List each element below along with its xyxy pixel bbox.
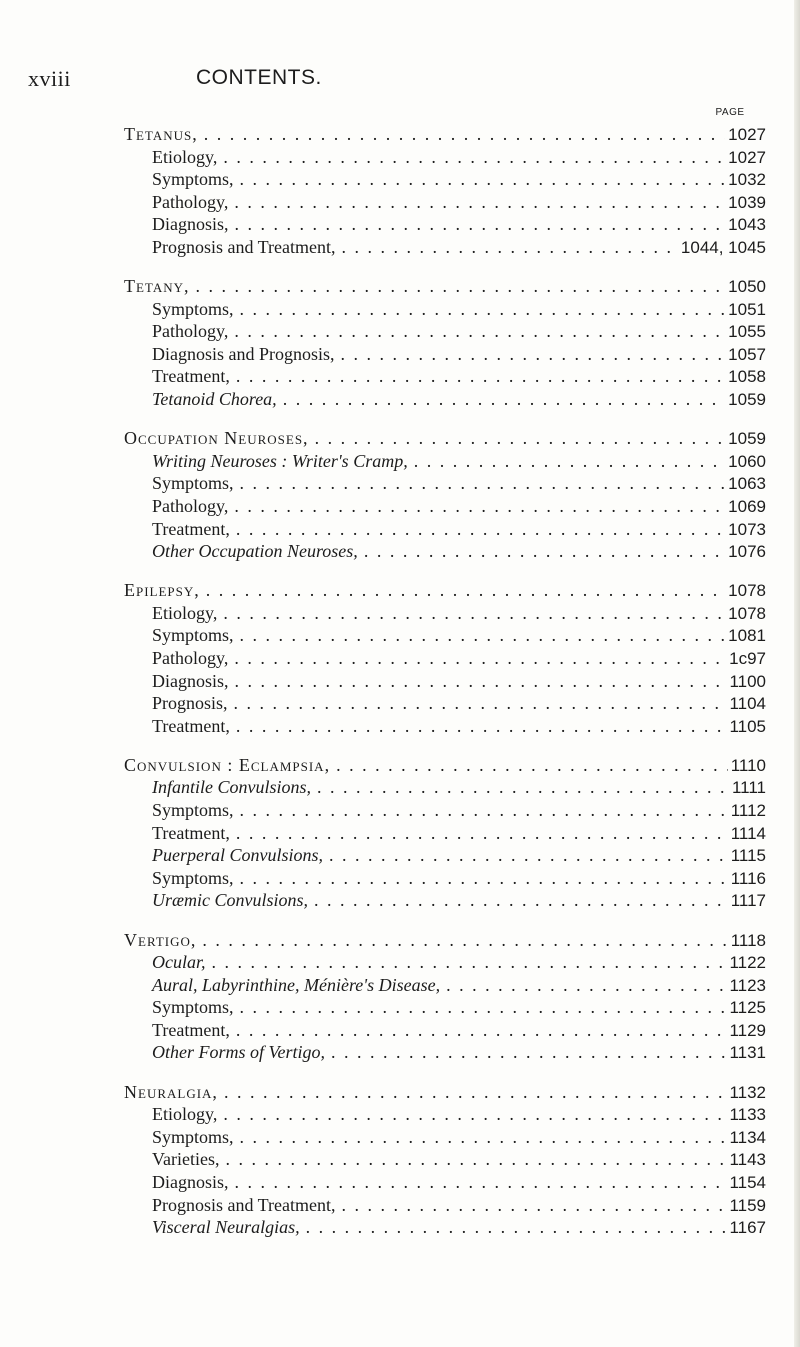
toc-subentry	[0, 1103, 800, 1126]
toc-chapter-entry	[0, 1081, 800, 1104]
toc-subentry	[0, 951, 800, 974]
toc-section	[0, 929, 800, 1065]
entry-page-number: 1104	[729, 694, 766, 714]
toc-subentry	[0, 1019, 800, 1042]
toc-subentry	[0, 495, 800, 518]
entry-page-number: 1081	[728, 626, 766, 646]
entry-title: Treatment,	[152, 715, 230, 736]
dot-leader	[317, 776, 729, 799]
running-title: CONTENTS.	[196, 66, 322, 89]
entry-title: Visceral Neuralgias,	[152, 1217, 300, 1238]
entry-title: Vertigo,	[124, 929, 197, 950]
entry-page-number: 1116	[730, 868, 766, 888]
entry-page-number: 1051	[728, 299, 766, 319]
dot-leader	[236, 365, 725, 388]
entry-title: Symptoms,	[152, 298, 234, 319]
entry-title: Infantile Convulsions,	[152, 777, 311, 798]
entry-page-number: 1167	[729, 1218, 766, 1238]
toc-subentry	[0, 867, 800, 890]
toc-subentry	[0, 670, 800, 693]
entry-title: Symptoms,	[152, 867, 234, 888]
entry-title: Convulsion : Eclampsia,	[124, 754, 331, 775]
toc-subentry	[0, 624, 800, 647]
dot-leader	[236, 715, 727, 738]
toc-subentry	[0, 822, 800, 845]
toc-subentry	[0, 146, 800, 169]
entry-page-number: 1132	[729, 1082, 766, 1102]
page-header	[0, 66, 800, 96]
entry-title: Tetanus,	[124, 124, 198, 144]
entry-page-number: 1110	[730, 755, 766, 775]
toc-subentry	[0, 974, 800, 997]
dot-leader	[283, 388, 725, 411]
entry-page-number: 1078	[728, 603, 766, 623]
toc-subentry	[0, 450, 800, 473]
toc-section	[0, 1081, 800, 1239]
entry-page-number: 1115	[730, 846, 766, 866]
toc-subentry	[0, 236, 800, 259]
dot-leader	[341, 343, 726, 366]
dot-leader	[342, 1194, 727, 1217]
dot-leader	[196, 275, 726, 298]
toc-subentry	[0, 776, 800, 799]
toc-subentry	[0, 889, 800, 912]
dot-leader	[446, 974, 726, 997]
toc-subentry	[0, 996, 800, 1019]
entry-page-number: 1117	[730, 891, 766, 911]
entry-title: Symptoms,	[152, 1126, 234, 1147]
entry-page-number: 1123	[729, 975, 766, 995]
entry-page-number: 1125	[729, 998, 766, 1018]
toc-subentry	[0, 799, 800, 822]
toc-subentry	[0, 1148, 800, 1171]
entry-title: Treatment,	[152, 518, 230, 539]
dot-leader	[235, 670, 727, 693]
toc-subentry	[0, 647, 800, 670]
toc-subentry	[0, 715, 800, 738]
entry-title: Diagnosis,	[152, 670, 229, 691]
dot-leader	[414, 450, 725, 473]
entry-page-number: 1057	[728, 344, 766, 364]
dot-leader	[236, 518, 725, 541]
toc-subentry	[0, 213, 800, 236]
entry-title: Pathology,	[152, 191, 229, 212]
entry-title: Treatment,	[152, 1019, 230, 1040]
entry-title: Prognosis and Treatment,	[152, 1194, 336, 1215]
entry-page-number: 1134	[729, 1127, 766, 1147]
entry-title: Symptoms,	[152, 169, 234, 190]
entry-page-number: 1027	[728, 125, 766, 144]
entry-page-number: 1059	[728, 429, 766, 449]
entry-title: Etiology,	[152, 146, 218, 167]
entry-title: Other Occupation Neuroses,	[152, 541, 358, 562]
entry-page-number: 1c97	[729, 648, 766, 668]
toc-chapter-entry	[0, 929, 800, 952]
entry-title: Puerperal Convulsions,	[152, 845, 323, 866]
dot-leader	[240, 996, 727, 1019]
entry-title: Symptoms,	[152, 800, 234, 821]
page-column-label: PAGE	[715, 107, 745, 118]
entry-page-number: 1060	[728, 451, 766, 471]
toc-chapter-entry	[0, 579, 800, 602]
dot-leader	[240, 624, 726, 647]
toc-subentry	[0, 320, 800, 343]
dot-leader	[306, 1216, 727, 1239]
entry-title: Diagnosis and Prognosis,	[152, 343, 335, 364]
entry-page-number: 1039	[728, 192, 766, 212]
toc-section	[0, 123, 800, 259]
entry-title: Prognosis,	[152, 693, 228, 714]
dot-leader	[336, 754, 728, 777]
toc-subentry	[0, 602, 800, 625]
entry-page-number: 1059	[728, 390, 766, 410]
entry-title: Varieties,	[152, 1149, 220, 1170]
entry-title: Pathology,	[152, 495, 229, 516]
dot-leader	[236, 1019, 727, 1042]
toc-subentry	[0, 1194, 800, 1217]
toc-subentry	[0, 692, 800, 715]
dot-leader	[240, 298, 726, 321]
entry-page-number: 1154	[729, 1172, 766, 1192]
entry-page-number: 1159	[729, 1195, 766, 1215]
toc-chapter-entry	[0, 754, 800, 777]
page-number: xviii	[28, 66, 71, 91]
entry-page-number: 1129	[729, 1020, 766, 1040]
entry-title: Symptoms,	[152, 997, 234, 1018]
toc-section	[0, 275, 800, 411]
toc-subentry	[0, 343, 800, 366]
entry-title: Writing Neuroses : Writer's Cramp,	[152, 450, 408, 471]
entry-title: Other Forms of Vertigo,	[152, 1042, 325, 1063]
entry-title: Ocular,	[152, 952, 206, 973]
entry-page-number: 1063	[728, 474, 766, 494]
dot-leader	[331, 1041, 726, 1064]
dot-leader	[224, 1081, 727, 1104]
entry-page-number: 1044, 1045	[680, 237, 766, 257]
dot-leader	[240, 472, 726, 495]
toc-subentry	[0, 168, 800, 191]
dot-leader	[234, 495, 725, 518]
entry-title: Pathology,	[152, 647, 229, 668]
entry-page-number: 1143	[729, 1150, 766, 1170]
dot-leader	[223, 1103, 726, 1126]
dot-leader	[206, 579, 725, 602]
page-edge	[794, 0, 800, 1347]
entry-page-number: 1055	[728, 322, 766, 342]
toc-subentry	[0, 388, 800, 411]
entry-title: Occupation Neuroses,	[124, 428, 309, 449]
toc-subentry	[0, 1171, 800, 1194]
dot-leader	[364, 540, 725, 563]
entry-page-number: 1069	[728, 496, 766, 516]
dot-leader	[342, 236, 678, 259]
dot-leader	[240, 867, 728, 890]
entry-page-number: 1073	[728, 519, 766, 539]
toc-subentry	[0, 365, 800, 388]
dot-leader	[202, 929, 727, 952]
dot-leader	[223, 146, 725, 169]
toc-subentry	[0, 298, 800, 321]
entry-page-number: 1131	[729, 1043, 766, 1063]
entry-page-number: 1122	[729, 953, 766, 973]
entry-title: Symptoms,	[152, 625, 234, 646]
dot-leader	[235, 1171, 727, 1194]
entry-title: Etiology,	[152, 602, 218, 623]
entry-page-number: 1032	[728, 170, 766, 190]
dot-leader	[235, 213, 726, 236]
entry-title: Neuralgia,	[124, 1081, 218, 1102]
entry-title: Tetanoid Chorea,	[152, 389, 277, 410]
toc-subentry	[0, 472, 800, 495]
entry-page-number: 1076	[728, 542, 766, 562]
toc-section	[0, 427, 800, 563]
toc-subentry	[0, 844, 800, 867]
dot-leader	[225, 1148, 726, 1171]
entry-page-number: 1050	[728, 277, 766, 297]
entry-title: Epilepsy,	[124, 580, 200, 601]
dot-leader	[236, 822, 728, 845]
toc-section	[0, 579, 800, 737]
toc-section	[0, 754, 800, 912]
entry-page-number: 1058	[728, 367, 766, 387]
entry-title: Treatment,	[152, 366, 230, 387]
dot-leader	[212, 951, 727, 974]
dot-leader	[314, 889, 728, 912]
entry-page-number: 1100	[729, 671, 766, 691]
toc-chapter-entry	[0, 427, 800, 450]
entry-title: Aural, Labyrinthine, Ménière's Disease,	[152, 974, 441, 995]
entry-title: Uræmic Convulsions,	[152, 890, 309, 911]
dot-leader	[315, 427, 726, 450]
entry-title: Tetany,	[124, 276, 190, 297]
dot-leader	[240, 799, 728, 822]
dot-leader	[234, 191, 725, 214]
entry-page-number: 1078	[728, 581, 766, 601]
dot-leader	[234, 647, 726, 670]
dot-leader	[240, 168, 726, 191]
dot-leader	[234, 692, 727, 715]
toc-subentry	[0, 1041, 800, 1064]
dot-leader	[204, 123, 725, 146]
toc-subentry	[0, 1126, 800, 1149]
toc-chapter-entry	[0, 275, 800, 298]
entry-title: Diagnosis,	[152, 1171, 229, 1192]
entry-title: Pathology,	[152, 321, 229, 342]
entry-page-number: 1118	[730, 930, 766, 950]
table-of-contents	[0, 123, 800, 1255]
entry-title: Prognosis and Treatment,	[152, 236, 336, 257]
entry-page-number: 1114	[730, 823, 766, 843]
toc-subentry	[0, 191, 800, 214]
dot-leader	[329, 844, 728, 867]
entry-page-number: 1105	[729, 716, 766, 736]
entry-title: Treatment,	[152, 822, 230, 843]
entry-page-number: 1027	[728, 147, 766, 167]
entry-page-number: 1112	[730, 801, 766, 821]
dot-leader	[223, 602, 725, 625]
dot-leader	[234, 320, 725, 343]
toc-subentry	[0, 518, 800, 541]
entry-page-number: 1043	[728, 215, 766, 235]
toc-chapter-entry	[0, 123, 800, 146]
toc-subentry	[0, 540, 800, 563]
entry-title: Etiology,	[152, 1104, 218, 1125]
dot-leader	[240, 1126, 727, 1149]
entry-page-number: 1111	[731, 778, 766, 798]
entry-title: Symptoms,	[152, 473, 234, 494]
entry-title: Diagnosis,	[152, 214, 229, 235]
entry-page-number: 1133	[729, 1105, 766, 1125]
toc-subentry	[0, 1216, 800, 1239]
